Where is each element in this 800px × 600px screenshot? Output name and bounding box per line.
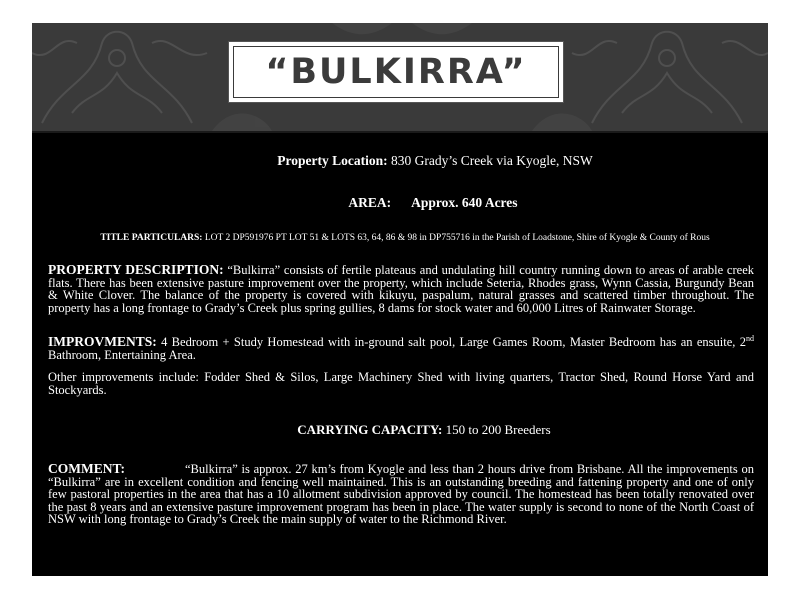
- property-location: [32, 153, 768, 169]
- page-title: “BULKIRRA”: [265, 52, 527, 92]
- comment-text: “Bulkirra” is approx. 27 km’s from Kyogle and less than 2 hours drive from Brisbane. All the improvements on “Bulkirra” are in excellent condition and fencing well maintained. This is an outstanding breeding and fattening property and one of only few pastoral properties in the area that has a 10 allotment subdivision approved by council. The homestead has been totally renovated over the past 8 years and an extensive pasture improvement program has been in place. The water supply is second to none of the North Coast of NSW with long frontage to Grady’s Creek the main supply of water to the Richmond River.: [48, 462, 754, 526]
- other-improvements: Other improvements include: Fodder Shed & Silos, Large Machinery Shed with living quarters, Tractor Shed, Round Horse Yard and Stockyards.: [48, 370, 754, 397]
- improvements: [48, 333, 755, 362]
- carrying-capacity: [32, 422, 768, 438]
- area-label: AREA:: [348, 195, 392, 210]
- title-particulars-value: LOT 2 DP591976 PT LOT 51 & LOTS 63, 64, 86 & 98 in DP755716 in the Parish of Loadstone, Shire of Kyogle & County of Rous: [204, 233, 710, 243]
- banner-divider: [32, 131, 768, 133]
- location-label: Property Location:: [277, 153, 388, 168]
- title-particulars: [60, 233, 750, 244]
- property-area: [32, 195, 768, 211]
- improvements-text: 4 Bedroom + Study Homestead with in-ground salt pool, Large Games Room, Master Bedroom has an ensuite, 2: [161, 335, 747, 349]
- location-value: 830 Grady’s Creek via Kyogle, NSW: [391, 153, 593, 168]
- improvements-superscript: nd: [746, 333, 755, 343]
- comment: [48, 463, 754, 526]
- improvements-label: IMPROVMENTS:: [48, 334, 157, 349]
- description-label: PROPERTY DESCRIPTION:: [48, 262, 224, 277]
- comment-label: COMMENT:: [48, 461, 125, 476]
- title-frame: [233, 46, 559, 98]
- property-description: [48, 264, 754, 314]
- slide: [32, 23, 768, 576]
- title-box: [228, 41, 564, 103]
- area-value: Approx. 640 Acres: [411, 195, 518, 210]
- carrying-capacity-label: CARRYING CAPACITY:: [297, 422, 443, 437]
- carrying-capacity-value: 150 to 200 Breeders: [445, 422, 551, 437]
- description-text: “Bulkirra” consists of fertile plateaus and undulating hill country running down to areas of arable creek flats. There has been extensive pasture improvement over the property, which include Seteria, Rhodes grass, Wynn Cassia, Burgundy Bean & White Clover. The balance of the property is covered with kikuyu, paspalum, natural grasses and scattered timber throughout. The property has a long frontage to Grady’s Creek plus spring gullies, 8 dams for stock water and 60,000 Litres of Rainwater Storage.: [48, 263, 754, 315]
- improvements-text-after: Bathroom, Entertaining Area.: [48, 347, 196, 362]
- header-banner: [32, 23, 768, 131]
- title-particulars-label: TITLE PARTICULARS:: [100, 233, 203, 243]
